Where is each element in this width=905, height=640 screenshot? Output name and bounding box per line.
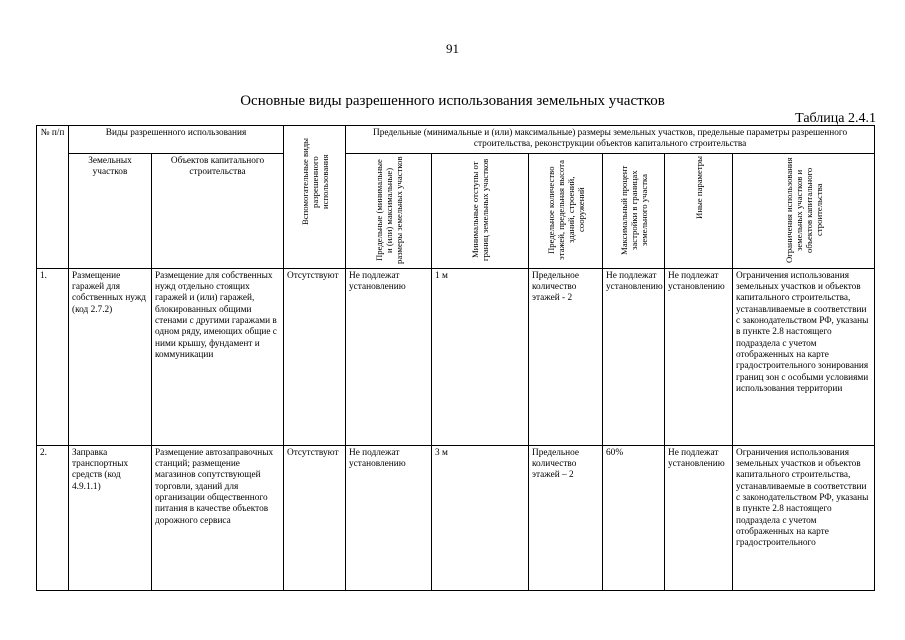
cell-aux: Отсутствуют bbox=[284, 268, 346, 445]
cell-objects: Размещение автозаправочных станций; размещение магазинов сопутствующей торговли, зданий для организации общественного питания в качестве объектов дорожного сервиса bbox=[152, 445, 284, 590]
cell-land: Размещение гаражей для собственных нужд (код 2.7.2) bbox=[69, 268, 152, 445]
header-num: № п/п bbox=[37, 126, 69, 269]
header-aux: Вспомогательные виды разрешенного использования bbox=[284, 126, 346, 269]
table-row bbox=[37, 268, 875, 445]
header-other: Иные параметры bbox=[665, 153, 733, 268]
document-title: Основные виды разрешенного использования земельных участков bbox=[240, 93, 665, 109]
cell-floors: Предельное количество этажей - 2 bbox=[529, 268, 603, 445]
cell-aux: Отсутствуют bbox=[284, 445, 346, 590]
cell-land: Заправка транспортных средств (код 4.9.1.1) bbox=[69, 445, 152, 590]
cell-percent: Не подлежат установлению bbox=[603, 268, 665, 445]
cell-other: Не подлежат установлению bbox=[665, 268, 733, 445]
cell-restrict: Ограничения использования земельных участков и объектов капитального строительства, устанавливаемые в соответствии с законодательством РФ, указаны в пункте 2.8 настоящего подраздела с учетом отображенных на карте градостроительного bbox=[733, 445, 875, 590]
land-use-table bbox=[36, 125, 875, 591]
cell-objects: Размещение для собственных нужд отдельно стоящих гаражей и (или) гаражей, блокированных общими стенами с другими гаражами в одном ряду, имеющих общие с ними крышу, фундамент и коммуникации bbox=[152, 268, 284, 445]
header-land: Земельных участков bbox=[69, 153, 152, 268]
cell-other: Не подлежат установлению bbox=[665, 445, 733, 590]
header-floors: Предельное количество этажей, предельная высота зданий, строений, сооружений bbox=[529, 153, 603, 268]
table-label: Таблица 2.4.1 bbox=[795, 111, 876, 126]
cell-setback: 1 м bbox=[432, 268, 529, 445]
header-setback: Минимальные отступы от границ земельных участков bbox=[432, 153, 529, 268]
header-types-group: Виды разрешенного использования bbox=[69, 126, 284, 154]
page-number: 91 bbox=[446, 41, 459, 56]
cell-percent: 60% bbox=[603, 445, 665, 590]
header-restrict: Ограничения использования земельных участков и объектов капитального строительства bbox=[733, 153, 875, 268]
cell-num: 2. bbox=[37, 445, 69, 590]
cell-restrict: Ограничения использования земельных участков и объектов капитального строительства, устанавливаемые в соответствии с законодательством РФ, указаны в пункте 2.8 настоящего подраздела с учетом отображенных на карте градостроительного зонирования границ зон с особыми условиями использования территории bbox=[733, 268, 875, 445]
cell-floors: Предельное количество этажей – 2 bbox=[529, 445, 603, 590]
cell-setback: 3 м bbox=[432, 445, 529, 590]
cell-sizes: Не подлежат установлению bbox=[346, 268, 432, 445]
header-objects: Объектов капитального строительства bbox=[152, 153, 284, 268]
cell-sizes: Не подлежат установлению bbox=[346, 445, 432, 590]
table-row bbox=[37, 445, 875, 590]
header-percent: Максимальный процент застройки в границах земельного участка bbox=[603, 153, 665, 268]
cell-num: 1. bbox=[37, 268, 69, 445]
header-limits-group: Предельные (минимальные и (или) максимальные) размеры земельных участков, предельные параметры разрешенного строительства, реконструкции объектов капитального строительства bbox=[346, 126, 875, 154]
header-sizes: Предельные (минимальные и (или) максимальные) размеры земельных участков bbox=[346, 153, 432, 268]
